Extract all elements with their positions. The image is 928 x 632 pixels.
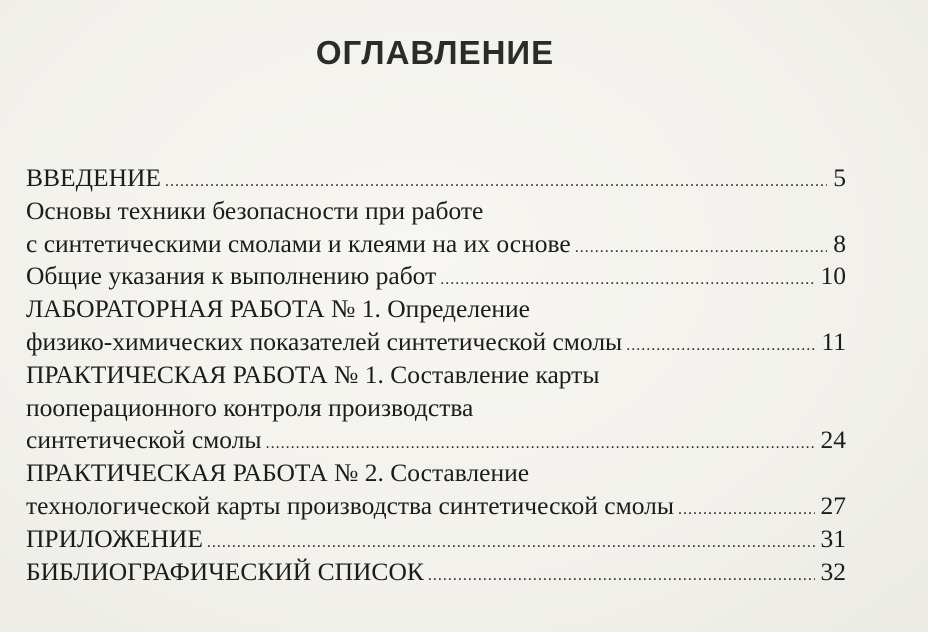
toc-entry-safety-line-1[interactable] <box>26 195 846 228</box>
toc-entry-text: ПРИЛОЖЕНИЕ <box>26 523 203 553</box>
toc-page-number: 11 <box>821 326 846 356</box>
toc-entry-text: синтетической смолы <box>26 425 262 455</box>
toc-entry-practical-1-line-1[interactable] <box>26 359 846 392</box>
toc-entry-text: Основы техники безопасности при работе <box>26 195 484 225</box>
toc-entry-text: ПРАКТИЧЕСКАЯ РАБОТА № 2. Составление <box>26 458 530 488</box>
toc-entry-text: БИБЛИОГРАФИЧЕСКИЙ СПИСОК <box>26 556 424 586</box>
toc-page-number: 31 <box>820 523 846 553</box>
toc-entry-text: ЛАБОРАТОРНАЯ РАБОТА № 1. Определение <box>26 294 530 324</box>
toc-entry-bibliography[interactable] <box>26 556 846 589</box>
toc-entry-practical-2[interactable] <box>26 490 846 523</box>
toc-entry-general-instructions[interactable] <box>26 260 846 293</box>
dot-leader <box>575 232 828 265</box>
toc-entry-practical-2-line-1[interactable] <box>26 457 846 490</box>
toc-entry-safety[interactable] <box>26 228 846 261</box>
dot-leader <box>626 330 815 363</box>
toc-entry-appendix[interactable] <box>26 523 846 556</box>
toc-entry-lab-1[interactable] <box>26 326 846 359</box>
toc-entry-practical-1[interactable] <box>26 424 846 457</box>
toc-page-number: 8 <box>833 228 846 258</box>
toc-entry-text: ПРАКТИЧЕСКАЯ РАБОТА № 1. Составление карты <box>26 359 600 389</box>
toc-page-number: 24 <box>820 425 846 455</box>
toc-page-number: 10 <box>820 261 846 291</box>
page-title: ОГЛАВЛЕНИЕ <box>315 34 555 71</box>
dot-leader <box>428 560 815 593</box>
toc-entry-text: Общие указания к выполнению работ <box>26 261 437 291</box>
toc-page-number: 27 <box>820 490 846 520</box>
toc-entry-text: физико-химических показателей синтетической смолы <box>26 326 623 356</box>
toc-entry-text: с синтетическими смолами и клеями на их основе <box>26 228 571 258</box>
toc-entry-text: технологической карты производства синтетической смолы <box>26 490 674 520</box>
toc-page-number: 5 <box>833 163 846 192</box>
toc-entry-text: пооперационного контроля производства <box>26 392 474 422</box>
toc-entry-introduction[interactable] <box>26 162 846 195</box>
toc-entry-practical-1-line-2[interactable] <box>26 392 846 425</box>
toc-entry-text: ВВЕДЕНИЕ <box>26 163 161 192</box>
dot-leader <box>678 494 815 527</box>
toc-entry-lab-1-line-1[interactable] <box>26 293 846 326</box>
table-of-contents <box>26 162 846 588</box>
toc-page-number: 32 <box>820 556 846 586</box>
